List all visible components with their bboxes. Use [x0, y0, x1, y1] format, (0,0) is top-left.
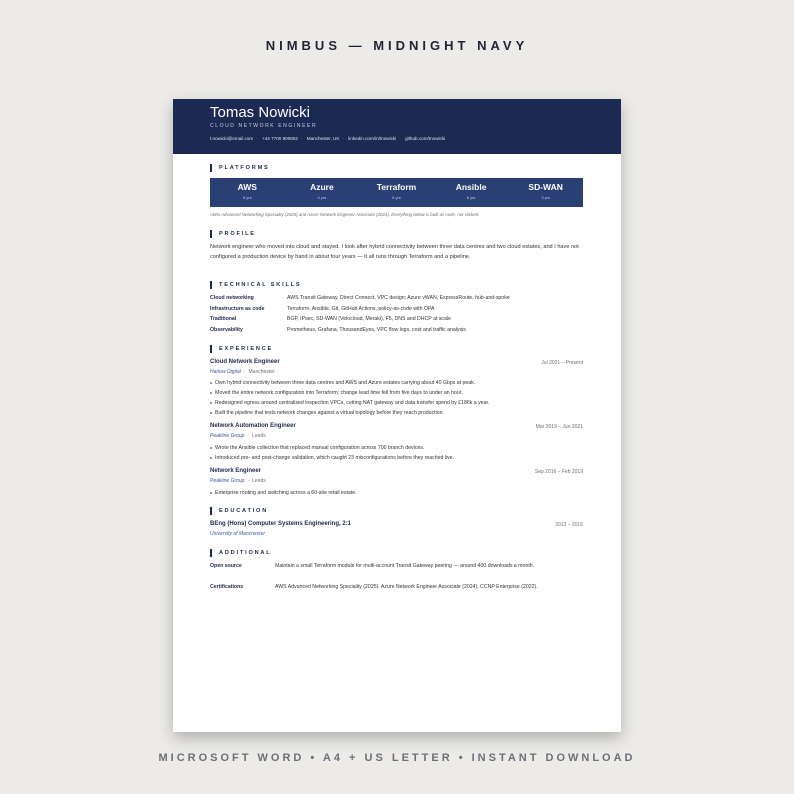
job-title: Network Automation Engineer — [210, 423, 296, 429]
contact-linkedin: linkedin.com/in/tnowicki — [348, 136, 397, 141]
education-dates: 2013 – 2016 — [555, 522, 583, 528]
platform-item: Azure 4 yrs — [310, 182, 334, 200]
listing-footer: MICROSOFT WORD • A4 + US LETTER • INSTANT DOWNLOAD — [158, 752, 636, 764]
section-experience-heading: EXPERIENCE — [210, 345, 273, 353]
job-bullet: Introduced pre- and post-change validation, which caught 23 misconfigurations before they reached live. — [215, 455, 583, 461]
contact-email: t.nowicki@email.com — [210, 136, 254, 141]
platform-item: Terraform 5 yrs — [376, 182, 417, 200]
education-degree: BEng (Hons) Computer Systems Engineering, 2:1 — [210, 521, 352, 527]
job-bullet: Own hybrid connectivity between three data centres and AWS and Azure estates carrying about 40 Gbps at peak. — [215, 380, 583, 386]
job-dates: Sep 2016 – Feb 2019 — [534, 469, 583, 475]
job-dates: Jul 2021 – Present — [541, 360, 583, 366]
platform-item: SD-WAN 3 yrs — [528, 182, 563, 200]
candidate-role: CLOUD NETWORK ENGINEER — [210, 123, 318, 129]
platform-note: AWS Advanced Networking Speciality (2025) and Azure Network Engineer Associate (2024). Everything below is built as code, not clicked. — [210, 212, 480, 217]
resume-header — [173, 99, 621, 154]
section-education-heading: EDUCATION — [210, 507, 268, 515]
job-bullet: Redesigned egress around centralised inspection VPCs, cutting NAT gateway and data transfer spend by £186k a year. — [215, 400, 583, 406]
section-skills-heading: TECHNICAL SKILLS — [210, 281, 301, 289]
section-profile-heading: PROFILE — [210, 230, 256, 238]
job-title: Cloud Network Engineer — [210, 359, 280, 365]
platforms-bar — [210, 178, 583, 207]
skill-row: Cloud networking AWS Transit Gateway, Direct Connect, VPC design; Azure vWAN, ExpressRoute, hub-and-spoke — [210, 295, 510, 301]
profile-text: Network engineer who moved into cloud and stayed. I look after hybrid connectivity between three data centres and two cloud estates, and I have not configured a production device by hand in about four years — it all runs through Terraform and a pipeline. — [210, 244, 579, 260]
listing-title: NIMBUS — MIDNIGHT NAVY — [265, 38, 529, 53]
job-bullet: Built the pipeline that tests network changes against a virtual topology before they reach production. — [215, 410, 583, 416]
job-bullet: Moved the entire network configuration into Terraform; change lead time fell from five days to under an hour. — [215, 390, 583, 396]
contact-phone: +44 7700 900862 — [262, 136, 298, 141]
job-bullet: Enterprise routing and switching across a 60-site retail estate. — [215, 490, 583, 496]
candidate-name: Tomas Nowicki — [210, 104, 311, 121]
resume-page: Tomas Nowicki CLOUD NETWORK ENGINEER t.nowicki@email.com · +44 7700 900862 · Manchester, UK · linkedin.com/in/tnowicki · github.com/tnowicki PLATFORMS AWS 6 yrs Azure 4 yrs Terraform 5 yrs Ansible 6 yrs SD-WAN 3 yrs AWS Advanced Networking Speciality (2025) and Azure Network Engineer Associate (2024). Everything below is built as code, not clicked. PROFILE Network engineer who moved into cloud and stayed. I look after hybrid connectivity between three data centres and two cloud estates, and I have not configured a production device by hand in about four years — it all runs through Terraform and a pipeline. TECHNICAL SKILLS Cloud networking AWS Transit Gateway, Direct Connect, VPC design; Azure vWAN, ExpressRoute, hub-and-spoke Infrastructure as code Terraform, Ansible, Git, GitHub Actions, policy-as-code with OPA Traditional BGP, IPsec, SD-WAN (Velocloud, Meraki), F5, DNS and DHCP at scale Observability Prometheus, Grafana, ThousandEyes, VPC flow logs, cost and traffic analysis EXPERIENCE Cloud Network Engineer Jul 2021 – Present Harlow Digital · Manchester Own hybrid connectivity between three data centres and AWS and Azure estates carrying about 40 Gbps at peak. Moved the entire network configuration into Terraform; change lead time fell from five days to under an hour. Redesigned egress around centralised inspection VPCs, cutting NAT gateway and data transfer spend by £186k a year. Built the pipeline that tests network changes against a virtual topology before they reach production. Network Automation Engineer Mar 2019 – Jun 2021 Peakline Group · Leeds Wrote the Ansible collection that replaced manual configuration across 700 branch devices. Introduced pre- and post-change validation, which caught 23 misconfigurations before they reached live. Network Engineer Sep 2016 – Feb 2019 Peakline Group · Leeds Enterprise routing and switching across a 60-site retail estate. EDUCATION BEng (Hons) Computer Systems Engineering, 2:1 2013 – 2016 University of Manchester ADDITIONAL Open source Maintain a small Terraform module for multi-account Transit Gateway peering — around 400 downloads a month. Certifications AWS Advanced Networking Speciality (2025). Azure Network Engineer Associate (2024). CCNP Enterprise (2022). — [173, 99, 621, 732]
platform-item: Ansible 6 yrs — [455, 182, 487, 200]
job-bullet: Wrote the Ansible collection that replaced manual configuration across 700 branch devices. — [215, 445, 583, 451]
section-additional-heading: ADDITIONAL — [210, 549, 272, 557]
job-company: Harlow Digital · Manchester — [210, 369, 275, 375]
contact-line: t.nowicki@email.com · +44 7700 900862 · Manchester, UK · linkedin.com/in/tnowicki · github.com/tnowicki — [210, 136, 446, 141]
contact-location: Manchester, UK — [306, 136, 340, 141]
job-dates: Mar 2019 – Jun 2021 — [535, 424, 583, 430]
job-title: Network Engineer — [210, 468, 262, 474]
skill-row: Traditional BGP, IPsec, SD-WAN (Velocloud, Meraki), F5, DNS and DHCP at scale — [210, 316, 451, 322]
contact-github: github.com/tnowicki — [405, 136, 446, 141]
job-company: Peakline Group · Leeds — [210, 478, 266, 484]
skill-row: Infrastructure as code Terraform, Ansible, Git, GitHub Actions, policy-as-code with OPA — [210, 305, 435, 312]
platform-item: AWS 6 yrs — [237, 182, 257, 200]
skill-row: Observability Prometheus, Grafana, ThousandEyes, VPC flow logs, cost and traffic analysis — [210, 326, 466, 333]
education-school: University of Manchester — [210, 531, 266, 537]
section-platforms-heading: PLATFORMS — [210, 164, 270, 172]
job-company: Peakline Group · Leeds — [210, 433, 266, 439]
